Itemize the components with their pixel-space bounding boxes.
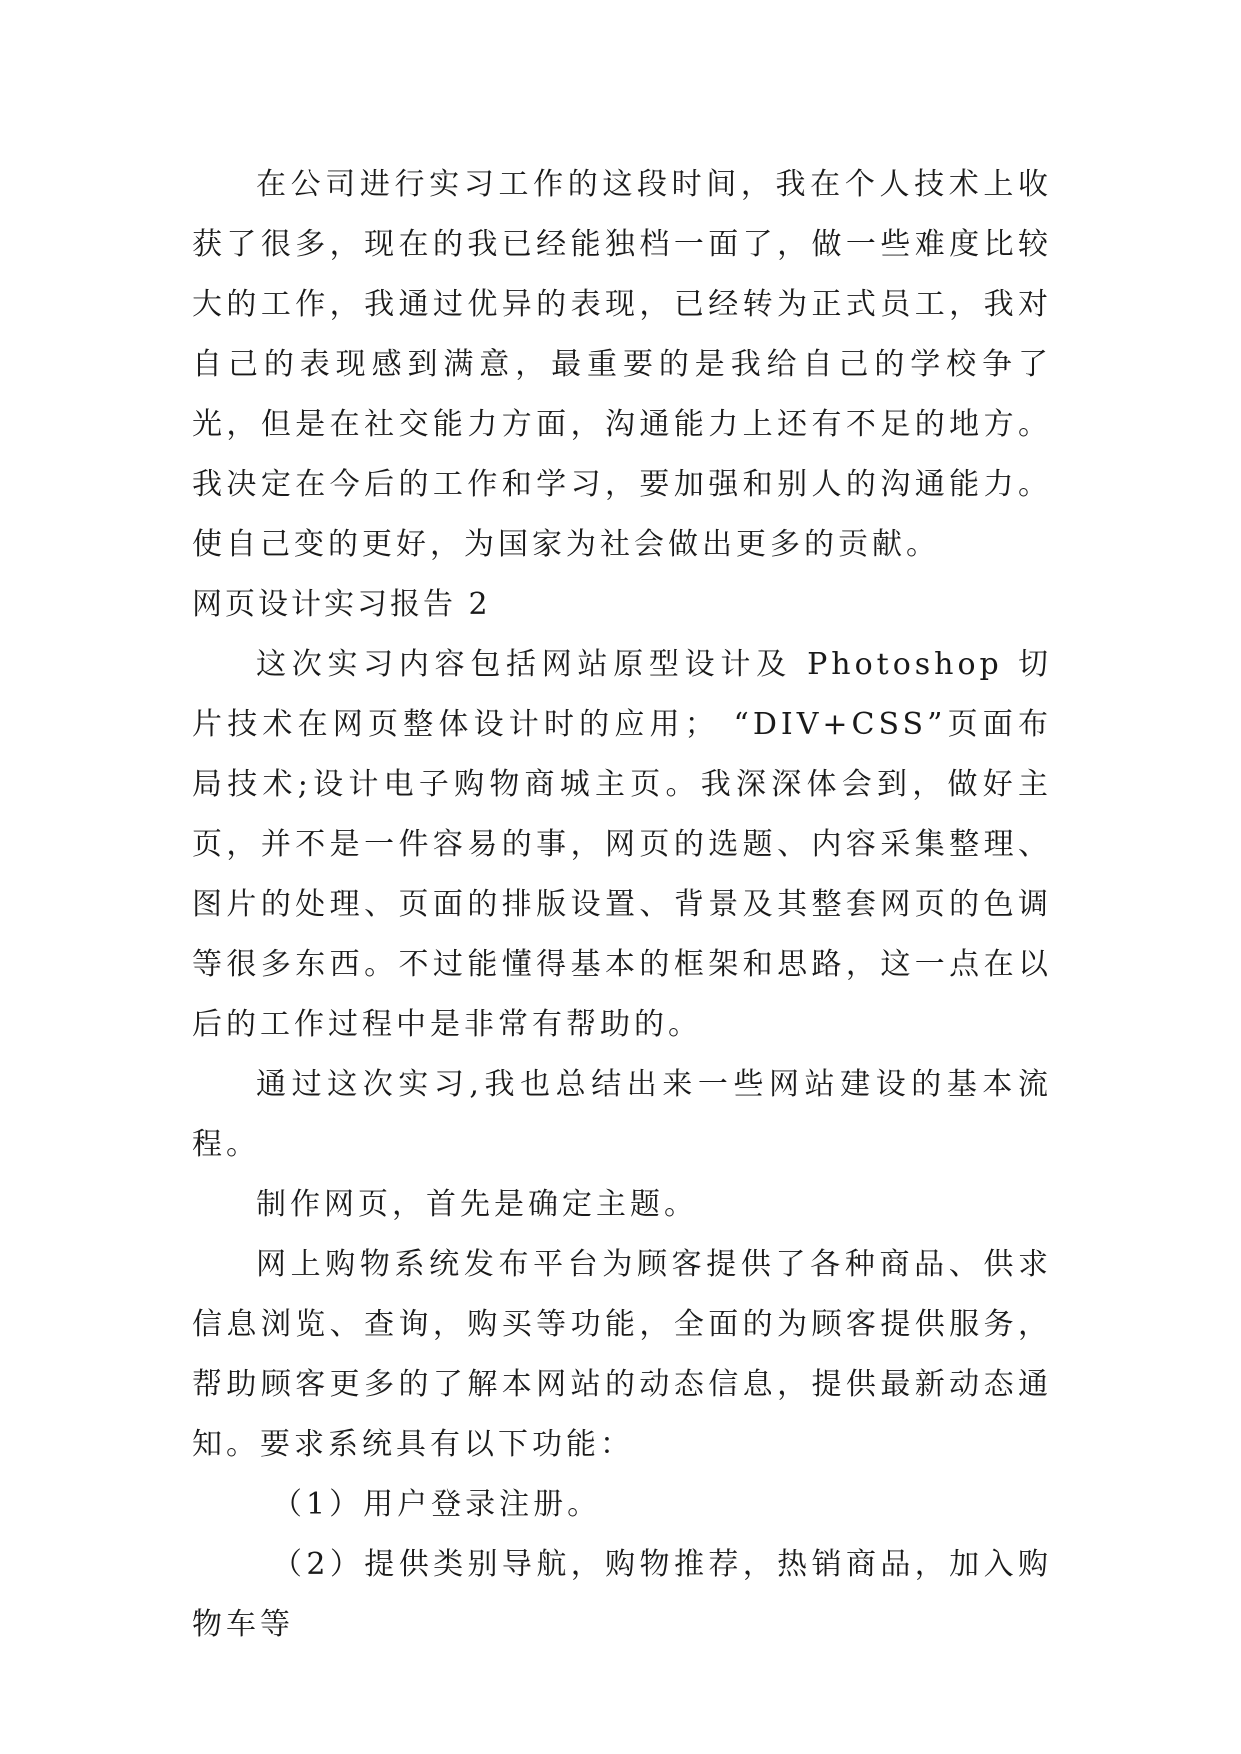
list-item-navigation: （2）提供类别导航，购物推荐，热销商品，加入购物车等 (192, 1547, 1052, 1642)
paragraph-determine-theme: 制作网页，首先是确定主题。 (256, 1187, 698, 1222)
paragraph-internship-content: 这次实习内容包括网站原型设计及 Photoshop 切片技术在网页整体设计时的应用； “DIV+CSS”页面布局技术;设计电子购物商城主页。我深深体会到，做好主页，并不是一件容易的事，网页的选题、内容采集整理、图片的处理、页面的排版设置、背景及其整套网页的色调等很多东西。不过能懂得基本的框架和思路，这一点在以后的工作过程中是非常有帮助的。 (192, 647, 1052, 1042)
list-item-login: （1）用户登录注册。 (272, 1487, 602, 1522)
paragraph-process-intro: 通过这次实习,我也总结出来一些网站建设的基本流程。 (192, 1067, 1052, 1162)
paragraph-system-overview: 网上购物系统发布平台为顾客提供了各种商品、供求信息浏览、查询，购买等功能，全面的为顾客提供服务，帮助顾客更多的了解本网站的动态信息，提供最新动态通知。要求系统具有以下功能： (192, 1247, 1052, 1462)
paragraph-internship-summary: 在公司进行实习工作的这段时间，我在个人技术上收获了很多，现在的我已经能独档一面了，做一些难度比较大的工作，我通过优异的表现，已经转为正式员工，我对自己的表现感到满意，最重要的是我给自己的学校争了光，但是在社交能力方面，沟通能力上还有不足的地方。我决定在今后的工作和学习，要加强和别人的沟通能力。使自己变的更好，为国家为社会做出更多的贡献。 (192, 167, 1052, 562)
section-heading: 网页设计实习报告 2 (192, 587, 491, 622)
document-body (192, 155, 1052, 1655)
